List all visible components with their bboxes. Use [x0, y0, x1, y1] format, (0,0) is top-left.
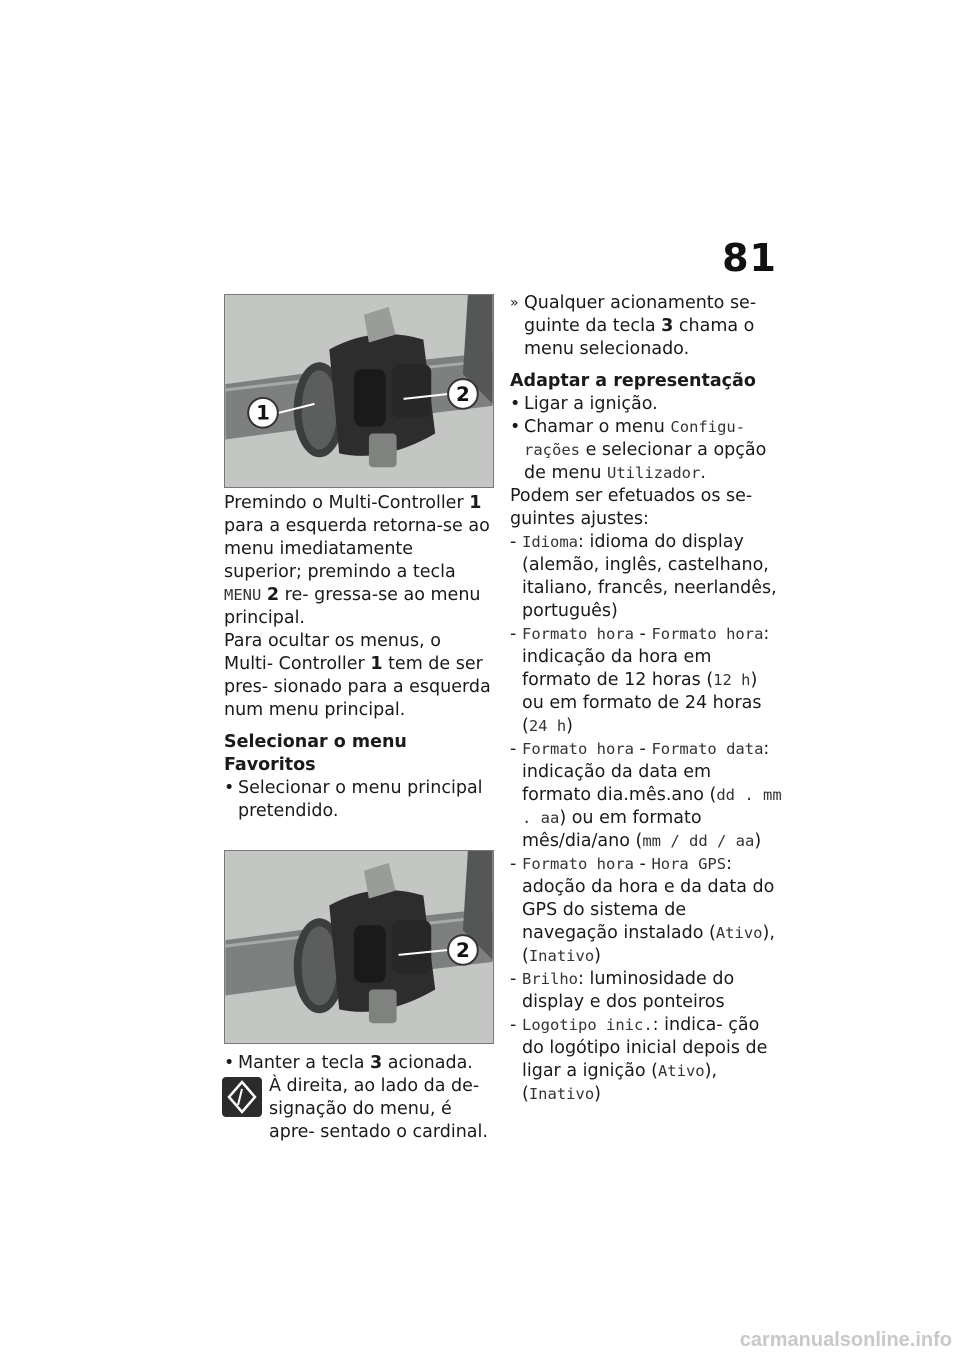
setting-time-format: - Formato hora - Formato hora: indicação da hora em formato de 12 horas (12 h) ou em formato de 24 horas (24 h) — [510, 624, 770, 736]
dash-mark: - — [510, 739, 517, 759]
heading-representation: Adaptar a representação — [510, 371, 756, 391]
setting-language: - Idioma: idioma do display (alemão, inglês, castelhano, italiano, francês, neerlandês, português) — [510, 532, 777, 621]
handlebar-photo-2 — [224, 850, 494, 1044]
handlebar-switch-illustration — [225, 295, 493, 487]
left-column — [224, 294, 494, 1144]
paragraph-hide-menus: Para ocultar os menus, o Multi- Controller 1 tem de ser pres- sionado para a esquerda num menu principal. — [224, 631, 491, 720]
callout-2: 2 — [456, 382, 470, 406]
result-mark: » — [510, 295, 519, 311]
bullet-mark: • — [224, 1053, 235, 1073]
bullet-mark: • — [224, 778, 235, 798]
list-item: • Ligar a ignição. — [510, 394, 658, 414]
paragraph-settings-intro: Podem ser efetuados os se- guintes ajustes: — [510, 486, 753, 529]
dash-mark: - — [510, 624, 517, 644]
dash-mark: - — [510, 532, 517, 552]
paragraph-multicontroller: Premindo o Multi-Controller 1 para a esquerda retorna-se ao menu imediatamente superior; premindo a tecla MENU 2 re- gressa-se ao menu principal. — [224, 493, 490, 628]
dash-mark: - — [510, 969, 517, 989]
setting-date-format: - Formato hora - Formato data: indicação da data em formato dia.mês.ano (dd . mm . aa) ou em formato mês/dia/ano (mm / dd / aa) — [510, 739, 782, 851]
callout-2b: 2 — [456, 938, 470, 962]
dash-mark: - — [510, 854, 517, 874]
note-cardinal: À direita, ao lado da de- signação do menu, é apre- sentado o cardinal. — [224, 1075, 494, 1144]
list-item: • Manter a tecla 3 acionada. — [224, 1053, 473, 1073]
result-item: » Qualquer acionamento se- guinte da tecla 3 chama o menu selecionado. — [510, 293, 757, 359]
handlebar-switch-illustration-2 — [225, 851, 493, 1043]
bullet-mark: • — [510, 417, 521, 437]
bullet-mark: • — [510, 394, 521, 414]
right-column — [510, 292, 782, 1106]
dash-mark: - — [510, 1015, 517, 1035]
list-item: • Chamar o menu Configu- rações e selecionar a opção de menu Utilizador. — [510, 417, 767, 483]
setting-start-logo: - Logotipo inic.: indica- ção do logótipo inicial depois de ligar a ignição (Ativo), (Inativo) — [510, 1015, 768, 1104]
setting-gps-time: - Formato hora - Hora GPS: adoção da hora e da data do GPS do sistema de navegação instalado (Ativo), (Inativo) — [510, 854, 775, 966]
heading-favorites: Selecionar o menu Favoritos — [224, 732, 407, 775]
list-item: • Selecionar o menu principal pretendido. — [224, 778, 483, 821]
note-diamond-icon — [222, 1077, 262, 1117]
watermark: carmanualsonline.info — [739, 1329, 952, 1351]
callout-1: 1 — [256, 401, 270, 425]
page-number: 81 — [722, 236, 777, 280]
handlebar-photo-1 — [224, 294, 494, 488]
setting-brightness: - Brilho: luminosidade do display e dos ponteiros — [510, 969, 735, 1012]
